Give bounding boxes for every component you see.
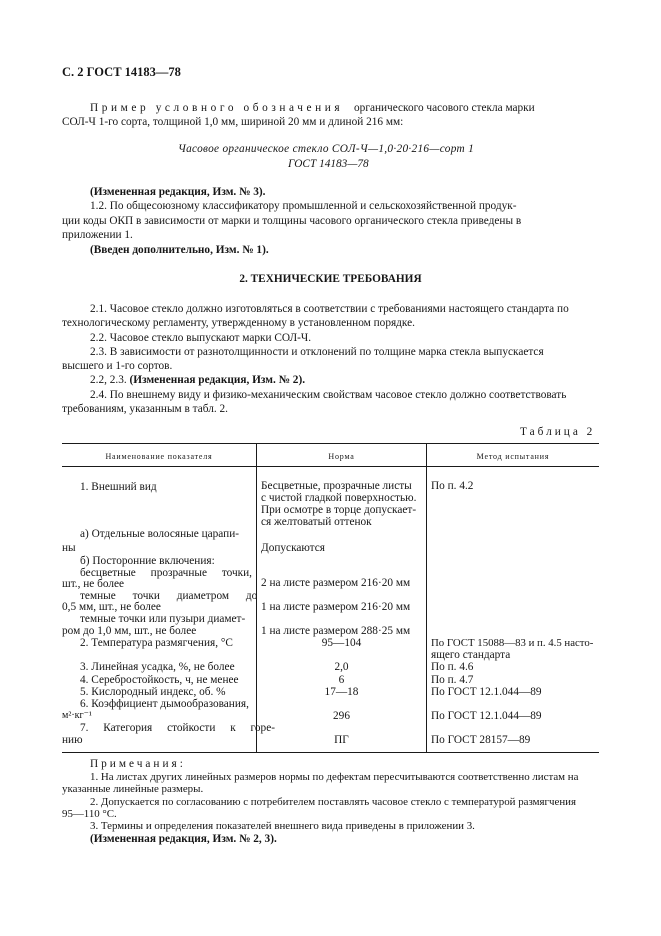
designation-line-1: Часовое органическое стекло СОЛ-Ч—1,0·20·216—сорт 1 (178, 143, 475, 155)
paragraph-2-2-2-3-prefix: 2.2, 2.3. (90, 374, 127, 386)
cell-indicator: б) Посторонние включения: (80, 555, 215, 567)
paragraph-2-3-line-2: высшего и 1-го сортов. (62, 360, 173, 372)
paragraph-2-4-line-2: требованиям, указанным в табл. 2. (62, 403, 229, 415)
table-bottom-rule (62, 752, 599, 753)
paragraph-2-2: 2.2. Часовое стекло выпускают марки СОЛ-Ч. (90, 332, 312, 344)
paragraph-2-1-line-1: 2.1. Часовое стекло должно изготовляться в соответствии с требованиями настоящего стандарта по (90, 303, 569, 315)
paragraph-2-2-2-3-edit: (Измененная редакция, Изм. № 2). (129, 374, 306, 386)
cell-norm: 17—18 (324, 686, 359, 698)
cell-indicator: ны (62, 542, 76, 554)
cell-indicator: 2. Температура размягчения, °С (80, 637, 233, 649)
cell-test-method: По п. 4.2 (431, 480, 474, 492)
cell-indicator: нию (62, 734, 83, 746)
cell-test-method: По ГОСТ 12.1.044—89 (431, 686, 542, 698)
cell-indicator: ром до 1,0 мм, шт., не более (62, 625, 197, 637)
paragraph-2-3-line-1: 2.3. В зависимости от разнотолщинности и отклонений по толщине марка стекла выпускается (90, 346, 544, 358)
paragraph-1-2-line-2: ции коды ОКП в зависимости от марки и толщины часового органического стекла приведены в (62, 215, 522, 227)
cell-norm: 95—104 (321, 637, 362, 649)
cell-test-method: По ГОСТ 15088—83 и п. 4.5 насто- (431, 637, 594, 649)
notes-edit: (Измененная редакция, Изм. № 2, 3). (90, 833, 277, 845)
cell-norm: ся желтоватый оттенок (261, 516, 372, 528)
cell-norm: Бесцветные, прозрачные листы (261, 480, 412, 492)
cell-indicator: шт., не более (62, 578, 125, 590)
example-line-1-rest: органического часового стекла марки (354, 102, 535, 114)
cell-test-method: ящего стандарта (431, 649, 511, 661)
cell-test-method: По п. 4.7 (431, 674, 474, 686)
cell-indicator: а) Отдельные волосяные царапи- (80, 528, 240, 540)
paragraph-2-1-line-2: технологическому регламенту, утвержденному в установленном порядке. (62, 317, 415, 329)
paragraph-1-2-line-3: приложении 1. (62, 229, 133, 241)
introduced-note: (Введен дополнительно, Изм. № 1). (90, 244, 269, 256)
cell-indicator: темные точки или пузыри диамет- (80, 613, 246, 625)
table-divider-2 (426, 443, 427, 752)
cell-norm: 6 (338, 674, 345, 686)
note-1-line-2: указанные линейные размеры. (62, 783, 204, 795)
paragraph-2-4-line-1: 2.4. По внешнему виду и физико-механическим свойствам часовое стекло должно соответствовать (90, 389, 567, 401)
cell-indicator: 0,5 мм, шт., не более (62, 601, 161, 613)
cell-norm: 1 на листе размером 288·25 мм (261, 625, 411, 637)
cell-test-method: По п. 4.6 (431, 661, 474, 673)
table-caption: Таблица 2 (520, 426, 596, 438)
edit-note-1: (Измененная редакция, Изм. № 3). (90, 186, 266, 198)
note-2-line-2: 95—110 °С. (62, 808, 117, 820)
cell-test-method: По ГОСТ 12.1.044—89 (431, 710, 542, 722)
cell-indicator: м²·кг⁻¹ (62, 710, 92, 721)
designation-line-2: ГОСТ 14183—78 (288, 158, 369, 170)
cell-norm: ПГ (334, 734, 349, 746)
cell-norm: 2 на листе размером 216·20 мм (261, 577, 411, 589)
cell-indicator: 5. Кислородный индекс, об. % (80, 686, 226, 698)
note-1-line-1: 1. На листах других линейных размеров нормы по дефектам пересчитываются соответственно листам на (90, 771, 579, 783)
page-header: С. 2 ГОСТ 14183—78 (62, 65, 181, 79)
section-title: 2. ТЕХНИЧЕСКИЕ ТРЕБОВАНИЯ (239, 273, 422, 285)
cell-norm: Допускаются (261, 542, 325, 554)
cell-norm: 2,0 (334, 661, 349, 673)
note-3: 3. Термины и определения показателей внешнего вида приведены в приложении 3. (90, 820, 475, 832)
cell-indicator: 7. Категория стойкости к горе- (80, 722, 275, 734)
cell-norm: 296 (333, 710, 350, 722)
cell-norm: 1 на листе размером 216·20 мм (261, 601, 411, 613)
header-norm: Норма (328, 452, 355, 461)
cell-test-method: По ГОСТ 28157—89 (431, 734, 531, 746)
table-top-rule (62, 443, 599, 444)
cell-indicator: 6. Коэффициент дымообразования, (80, 698, 249, 710)
example-line-2: СОЛ-Ч 1-го сорта, толщиной 1,0 мм, шириной 20 мм и длиной 216 мм: (62, 116, 404, 128)
table-header-rule (62, 466, 599, 467)
cell-indicator: 1. Внешний вид (80, 481, 157, 493)
example-line-1 (90, 101, 535, 115)
cell-indicator: темные точки диаметром до (80, 590, 258, 602)
paragraph-2-2-2-3 (90, 373, 305, 387)
cell-indicator: бесцветные прозрачные точки, (80, 567, 253, 579)
cell-indicator: 4. Серебростойкость, ч, не менее (80, 674, 239, 686)
note-2-line-1: 2. Допускается по согласованию с потребителем поставлять часовое стекло с температурой размягчения (90, 796, 576, 808)
cell-indicator: 3. Линейная усадка, %, не более (80, 661, 235, 673)
example-label: Пример условного обозначения (90, 102, 344, 114)
header-test-method: Метод испытания (476, 452, 550, 461)
cell-norm: При осмотре в торце допускает- (261, 504, 417, 516)
notes-title: Примечания: (90, 758, 186, 770)
paragraph-1-2-line-1: 1.2. По общесоюзному классификатору промышленной и сельскохозяйственной продук- (90, 200, 517, 212)
cell-norm: с чистой гладкой поверхностью. (261, 492, 417, 504)
header-indicator: Наименование показателя (105, 452, 213, 461)
